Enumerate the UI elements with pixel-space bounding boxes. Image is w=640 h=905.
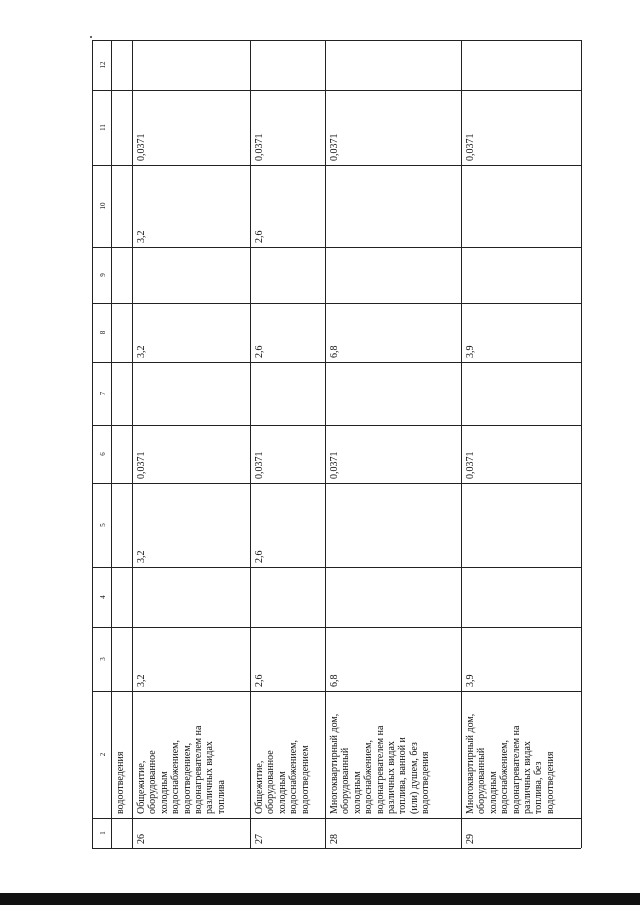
object-description-29-text: Многоквартирный дом, оборудованный холодным водоснабжением, водонагревателем на различных видах топлива, без водоотведения xyxy=(465,713,556,814)
value-col-3-29-text: 3,9 xyxy=(465,674,476,687)
row-number-28 xyxy=(325,818,461,848)
header-col-1-text: 1 xyxy=(99,831,107,835)
row-number-29 xyxy=(461,818,581,848)
value-col-11-26 xyxy=(132,90,250,165)
value-col-11-27 xyxy=(250,90,325,165)
value-col-6-26-text: 0,0371 xyxy=(136,451,147,479)
value-col-3-29 xyxy=(461,627,581,691)
value-col-11-29 xyxy=(461,90,581,165)
value-col-11-28 xyxy=(325,90,461,165)
value-col-3-27-text: 2,6 xyxy=(254,674,265,687)
value-col-8-29-text: 3,9 xyxy=(465,345,476,358)
table-border xyxy=(92,848,581,849)
object-description-27-text: Общежитие, оборудованное холодным водоснабжением, водоотведением xyxy=(254,740,311,814)
value-col-3-27 xyxy=(250,627,325,691)
header-col-2-text: 2 xyxy=(99,752,107,757)
header-col-1 xyxy=(92,818,111,848)
value-col-5-26 xyxy=(132,483,250,567)
value-col-5-26-text: 3,2 xyxy=(136,550,147,563)
value-col-6-28 xyxy=(325,425,461,483)
object-description-27 xyxy=(250,691,325,818)
table-border xyxy=(92,40,581,41)
value-col-8-28 xyxy=(325,303,461,362)
header-col-2 xyxy=(92,691,111,818)
row-number-26 xyxy=(132,818,250,848)
row-number-27-text: 27 xyxy=(254,834,265,844)
header-col-6-text: 6 xyxy=(99,452,107,456)
header-col-7 xyxy=(92,362,111,425)
value-col-8-29 xyxy=(461,303,581,362)
column-divider xyxy=(92,247,581,248)
object-description-26 xyxy=(132,691,250,818)
row-number-29-text: 29 xyxy=(465,834,476,844)
header-col-7-text: 7 xyxy=(99,391,107,396)
column-divider xyxy=(92,567,581,568)
header-col-10-text: 10 xyxy=(99,202,107,210)
header-col-5-text: 5 xyxy=(99,523,107,527)
header-col-9 xyxy=(92,247,111,303)
header-col-4-text: 4 xyxy=(99,595,107,599)
header-col-5 xyxy=(92,483,111,567)
header-col-8-text: 8 xyxy=(99,330,107,335)
row-number-28-text: 28 xyxy=(329,834,340,844)
value-col-8-28-text: 6,8 xyxy=(329,345,340,358)
object-description-26-text: Общежитие, оборудованное холодным водоснабжением, водоотведением, водонагревателем на различных видах топлива xyxy=(136,725,227,814)
value-col-11-26-text: 0,0371 xyxy=(136,133,147,161)
value-col-6-28-text: 0,0371 xyxy=(329,451,340,479)
value-col-11-27-text: 0,0371 xyxy=(254,133,265,161)
header-col-12-text: 12 xyxy=(99,61,107,69)
value-col-3-26-text: 3,2 xyxy=(136,674,147,687)
value-col-10-27 xyxy=(250,165,325,247)
value-col-6-26 xyxy=(132,425,250,483)
table-border xyxy=(581,40,582,848)
header-col-11-text: 11 xyxy=(99,124,107,131)
value-col-8-27 xyxy=(250,303,325,362)
header-col-12 xyxy=(92,40,111,90)
value-col-8-27-text: 2,6 xyxy=(254,345,265,358)
header-col-6 xyxy=(92,425,111,483)
value-col-5-27-text: 2,6 xyxy=(254,550,265,563)
header-col-3 xyxy=(92,627,111,691)
value-col-3-28-text: 6,8 xyxy=(329,674,340,687)
value-col-10-27-text: 2,6 xyxy=(254,230,265,243)
row-number-26-text: 26 xyxy=(136,834,147,844)
value-col-6-27 xyxy=(250,425,325,483)
header-col-10 xyxy=(92,165,111,247)
value-col-5-27 xyxy=(250,483,325,567)
value-col-6-29-text: 0,0371 xyxy=(465,451,476,479)
value-col-11-28-text: 0,0371 xyxy=(329,133,340,161)
row-number-27 xyxy=(250,818,325,848)
value-col-10-26-text: 3,2 xyxy=(136,230,147,243)
object-description-28 xyxy=(325,691,461,818)
object-description-28-text: Многоквартирный дом, оборудованный холодным водоснабжением, водонагревателем на различных видах топлива, ванной и (или) душем, без водоотведения xyxy=(329,713,432,814)
header-col-8 xyxy=(92,303,111,362)
value-col-6-27-text: 0,0371 xyxy=(254,451,265,479)
header-col-3-text: 3 xyxy=(99,657,107,661)
object-description-29 xyxy=(461,691,581,818)
value-col-10-26 xyxy=(132,165,250,247)
value-col-11-29-text: 0,0371 xyxy=(465,133,476,161)
value-col-8-26-text: 3,2 xyxy=(136,345,147,358)
value-col-3-26 xyxy=(132,627,250,691)
value-col-6-29 xyxy=(461,425,581,483)
header-col-9-text: 9 xyxy=(99,273,107,277)
continuation-col2-text: водоотведения xyxy=(115,751,126,814)
column-divider xyxy=(92,362,581,363)
header-col-4 xyxy=(92,567,111,627)
value-col-8-26 xyxy=(132,303,250,362)
value-col-3-28 xyxy=(325,627,461,691)
scan-border-bottom xyxy=(0,893,640,905)
scan-speck xyxy=(90,36,92,38)
continuation-col2 xyxy=(111,691,132,818)
header-col-11 xyxy=(92,90,111,165)
